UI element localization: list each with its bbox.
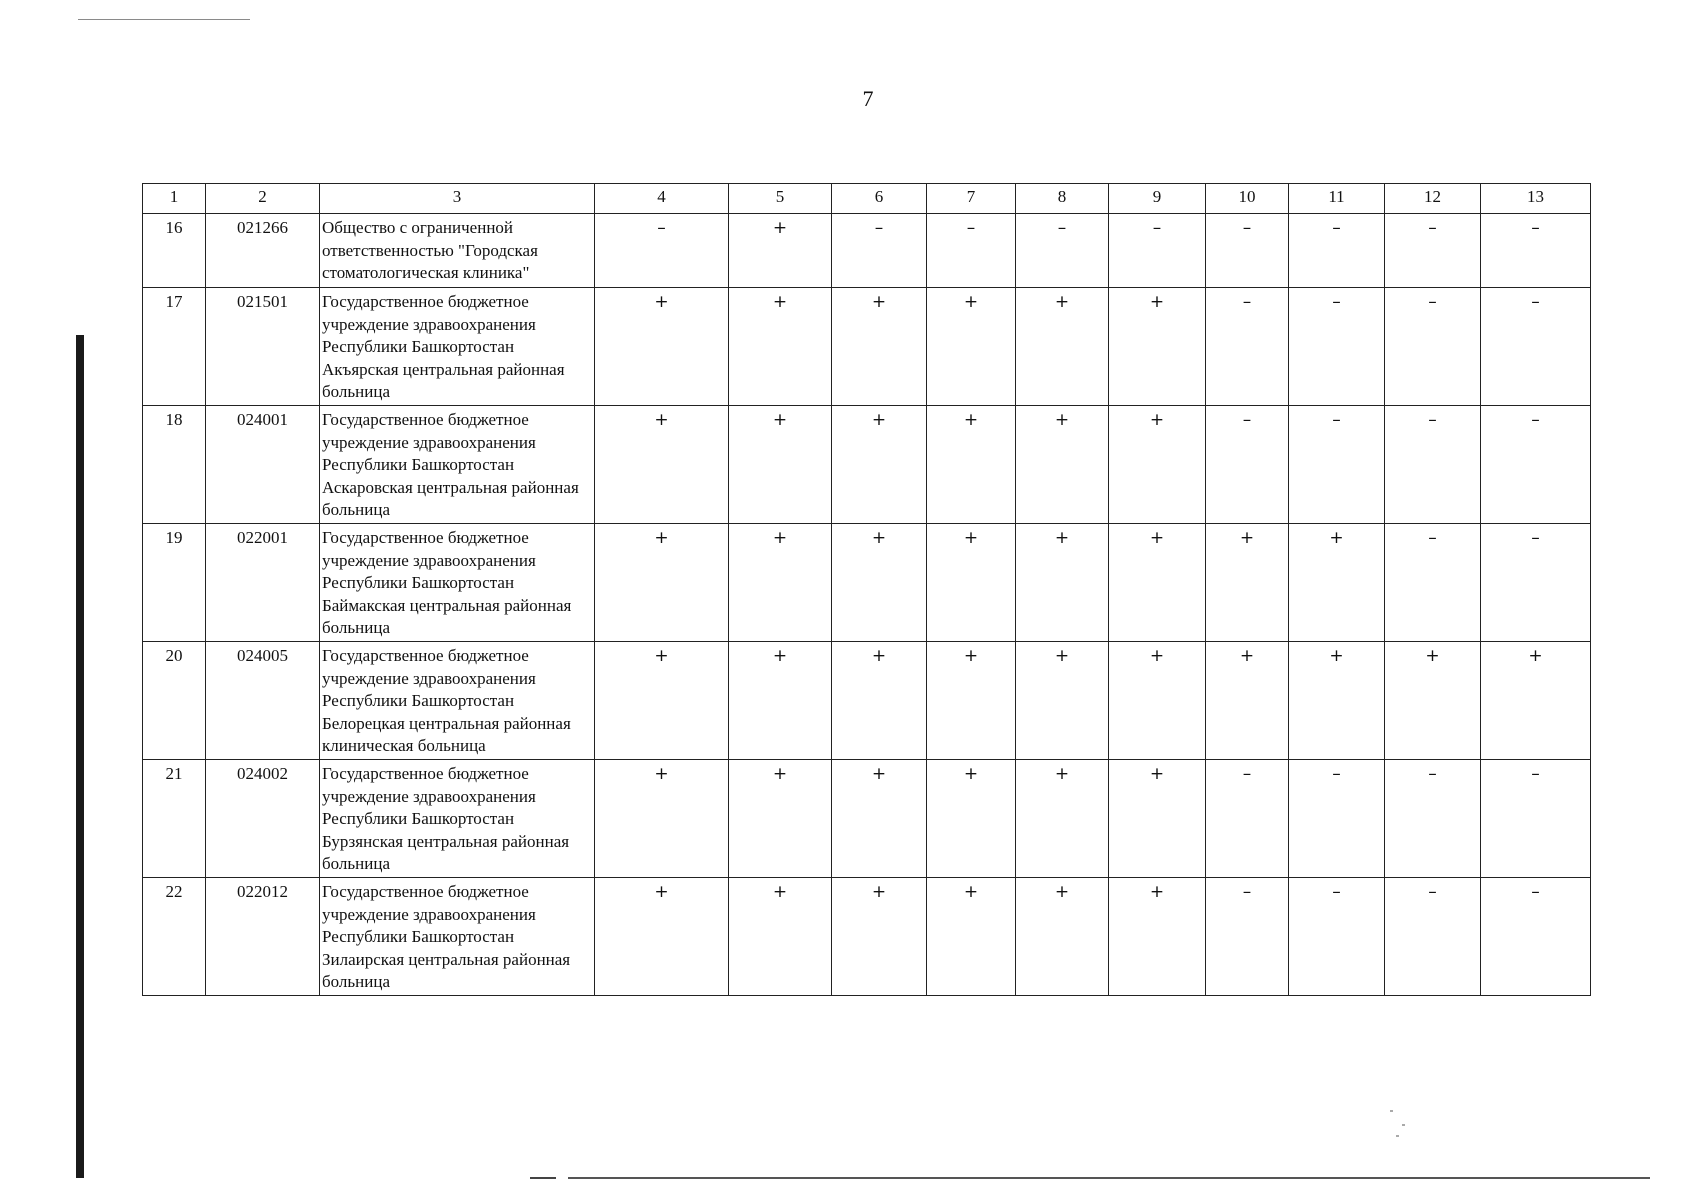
mark-cell: –	[1385, 406, 1481, 524]
row-number: 20	[143, 642, 206, 760]
mark-cell: –	[1206, 760, 1289, 878]
mark-cell: +	[832, 760, 927, 878]
table-row	[143, 878, 1591, 996]
organization-name: Государственное бюджетное учреждение здравоохранения Республики Башкортостан Баймакская центральная районная больница	[320, 524, 595, 642]
mark-cell: –	[1289, 878, 1385, 996]
mark-cell: –	[927, 214, 1016, 288]
organization-name: Общество с ограниченной ответственностью "Городская стоматологическая клиника"	[320, 214, 595, 288]
mark-cell: –	[1385, 878, 1481, 996]
row-number: 21	[143, 760, 206, 878]
organization-name: Государственное бюджетное учреждение здравоохранения Республики Башкортостан Бурзянская центральная районная больница	[320, 760, 595, 878]
mark-cell: +	[595, 406, 729, 524]
column-header: 10	[1206, 184, 1289, 214]
organization-name: Государственное бюджетное учреждение здравоохранения Республики Башкортостан Акъярская центральная районная больница	[320, 288, 595, 406]
mark-cell: –	[1206, 406, 1289, 524]
row-number: 22	[143, 878, 206, 996]
column-header: 5	[729, 184, 832, 214]
mark-cell: –	[1016, 214, 1109, 288]
mark-cell: +	[1289, 642, 1385, 760]
row-number: 19	[143, 524, 206, 642]
mark-cell: –	[1289, 214, 1385, 288]
mark-cell: +	[927, 288, 1016, 406]
table-row	[143, 406, 1591, 524]
registry-table	[142, 183, 1591, 996]
column-header: 1	[143, 184, 206, 214]
organization-name: Государственное бюджетное учреждение здравоохранения Республики Башкортостан Белорецкая центральная районная клиническая больница	[320, 642, 595, 760]
scan-speck	[1396, 1135, 1399, 1137]
mark-cell: +	[729, 524, 832, 642]
mark-cell: +	[595, 524, 729, 642]
mark-cell: –	[1481, 524, 1591, 642]
mark-cell: +	[595, 878, 729, 996]
mark-cell: +	[1385, 642, 1481, 760]
table-row	[143, 760, 1591, 878]
mark-cell: +	[1289, 524, 1385, 642]
scan-artifact-left-edge	[76, 335, 84, 1178]
mark-cell: –	[1385, 524, 1481, 642]
scan-artifact-bottom-line	[568, 1177, 1650, 1179]
row-number: 16	[143, 214, 206, 288]
mark-cell: +	[927, 524, 1016, 642]
mark-cell: –	[1109, 214, 1206, 288]
mark-cell: +	[1016, 878, 1109, 996]
organization-name: Государственное бюджетное учреждение здравоохранения Республики Башкортостан Зилаирская центральная районная больница	[320, 878, 595, 996]
mark-cell: +	[1109, 878, 1206, 996]
mark-cell: –	[1289, 288, 1385, 406]
column-header: 6	[832, 184, 927, 214]
table-row	[143, 214, 1591, 288]
scan-artifact-top-line	[78, 19, 250, 20]
mark-cell: +	[832, 524, 927, 642]
mark-cell: +	[1206, 642, 1289, 760]
organization-code: 021501	[206, 288, 320, 406]
organization-code: 024001	[206, 406, 320, 524]
mark-cell: +	[1016, 524, 1109, 642]
table-row	[143, 288, 1591, 406]
mark-cell: +	[832, 642, 927, 760]
mark-cell: +	[927, 406, 1016, 524]
column-header: 13	[1481, 184, 1591, 214]
mark-cell: –	[1206, 878, 1289, 996]
mark-cell: +	[595, 642, 729, 760]
mark-cell: –	[1289, 406, 1385, 524]
mark-cell: +	[729, 288, 832, 406]
mark-cell: –	[1481, 406, 1591, 524]
scan-speck	[1390, 1110, 1393, 1112]
mark-cell: –	[1206, 214, 1289, 288]
mark-cell: –	[1206, 288, 1289, 406]
mark-cell: +	[1481, 642, 1591, 760]
organization-name: Государственное бюджетное учреждение здравоохранения Республики Башкортостан Аскаровская центральная районная больница	[320, 406, 595, 524]
table-row	[143, 642, 1591, 760]
mark-cell: –	[1385, 760, 1481, 878]
mark-cell: +	[729, 406, 832, 524]
mark-cell: +	[1016, 288, 1109, 406]
mark-cell: –	[1481, 214, 1591, 288]
mark-cell: +	[1109, 760, 1206, 878]
organization-code: 024002	[206, 760, 320, 878]
mark-cell: –	[1385, 288, 1481, 406]
mark-cell: –	[1481, 288, 1591, 406]
mark-cell: +	[927, 642, 1016, 760]
row-number: 18	[143, 406, 206, 524]
organization-code: 022001	[206, 524, 320, 642]
organization-code: 024005	[206, 642, 320, 760]
column-header: 2	[206, 184, 320, 214]
mark-cell: –	[832, 214, 927, 288]
mark-cell: +	[729, 760, 832, 878]
mark-cell: –	[1481, 878, 1591, 996]
mark-cell: +	[595, 760, 729, 878]
mark-cell: +	[1109, 642, 1206, 760]
mark-cell: +	[729, 642, 832, 760]
mark-cell: +	[1016, 406, 1109, 524]
mark-cell: –	[1385, 214, 1481, 288]
mark-cell: +	[1016, 642, 1109, 760]
column-header: 4	[595, 184, 729, 214]
mark-cell: –	[1289, 760, 1385, 878]
mark-cell: +	[832, 878, 927, 996]
mark-cell: +	[1206, 524, 1289, 642]
column-header: 3	[320, 184, 595, 214]
mark-cell: +	[729, 214, 832, 288]
mark-cell: +	[595, 288, 729, 406]
scan-artifact-bottom-line	[530, 1177, 556, 1179]
mark-cell: +	[927, 760, 1016, 878]
scan-speck	[1402, 1124, 1405, 1126]
mark-cell: +	[832, 288, 927, 406]
mark-cell: +	[1109, 288, 1206, 406]
table-row	[143, 524, 1591, 642]
page-number: 7	[862, 86, 874, 111]
mark-cell: +	[729, 878, 832, 996]
mark-cell: –	[595, 214, 729, 288]
column-header: 11	[1289, 184, 1385, 214]
mark-cell: +	[832, 406, 927, 524]
organization-code: 022012	[206, 878, 320, 996]
column-header: 7	[927, 184, 1016, 214]
column-header: 9	[1109, 184, 1206, 214]
mark-cell: +	[1109, 524, 1206, 642]
organization-code: 021266	[206, 214, 320, 288]
mark-cell: +	[927, 878, 1016, 996]
row-number: 17	[143, 288, 206, 406]
mark-cell: +	[1016, 760, 1109, 878]
table-header-row	[143, 184, 1591, 214]
column-header: 8	[1016, 184, 1109, 214]
column-header: 12	[1385, 184, 1481, 214]
mark-cell: –	[1481, 760, 1591, 878]
mark-cell: +	[1109, 406, 1206, 524]
